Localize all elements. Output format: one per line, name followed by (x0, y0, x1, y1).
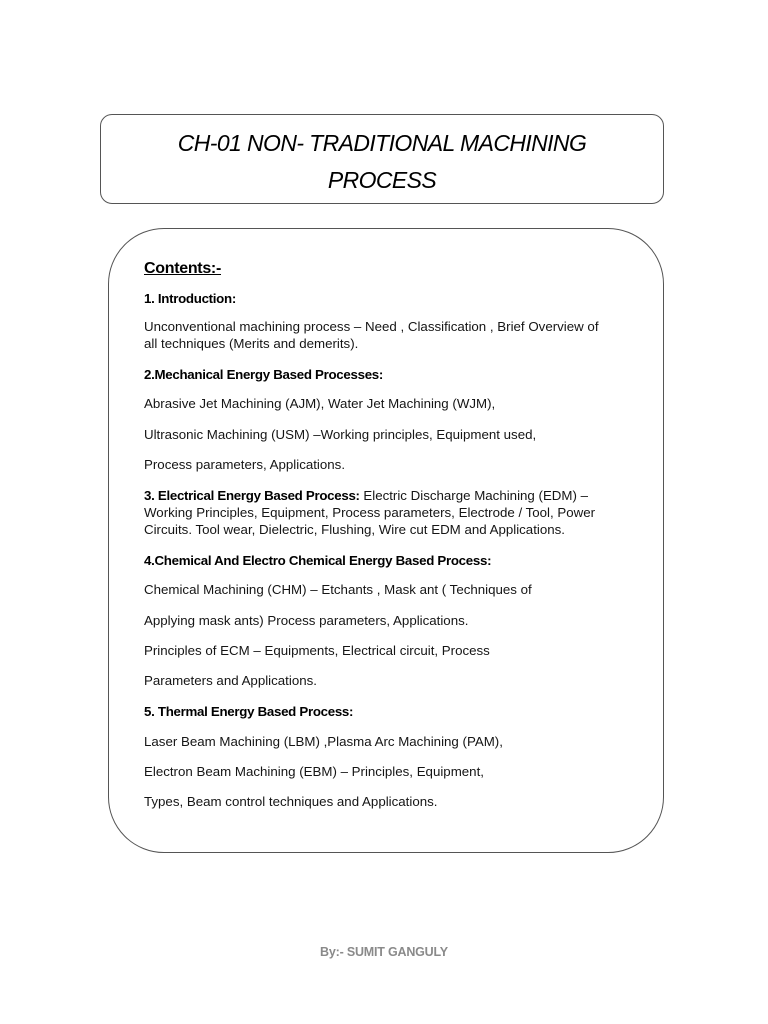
section-1-line-2: all techniques (Merits and demerits). (144, 336, 359, 351)
section-2-line-1: Abrasive Jet Machining (AJM), Water Jet Machining (WJM), (144, 396, 496, 411)
author-footer: By:- SUMIT GANGULY (320, 945, 448, 959)
section-1-heading: 1. Introduction: (144, 291, 236, 306)
section-5-line-3: Types, Beam control techniques and Applications. (144, 794, 438, 809)
title-line-2: PROCESS (327, 167, 437, 193)
section-2-heading: 2.Mechanical Energy Based Processes: (144, 367, 384, 382)
section-5-line-1: Laser Beam Machining (LBM) ,Plasma Arc Machining (PAM), (144, 734, 503, 749)
section-5-line-2: Electron Beam Machining (EBM) – Principles, Equipment, (144, 764, 484, 779)
section-3-inline-text: Electric Discharge Machining (EDM) – (359, 488, 589, 503)
section-3-first-line (144, 487, 588, 504)
title-box (100, 114, 664, 204)
section-3-line-1: Working Principles, Equipment, Process parameters, Electrode / Tool, Power (144, 505, 596, 520)
contents-heading: Contents:- (144, 260, 221, 277)
title-line-1: CH-01 NON- TRADITIONAL MACHINING (177, 130, 587, 156)
section-4-heading: 4.Chemical And Electro Chemical Energy Based Process: (144, 553, 492, 568)
section-2-line-3: Process parameters, Applications. (144, 457, 346, 472)
section-4-line-2: Applying mask ants) Process parameters, Applications. (144, 613, 469, 628)
section-4-line-1: Chemical Machining (CHM) – Etchants , Mask ant ( Techniques of (144, 582, 532, 597)
page-title (101, 125, 663, 199)
section-3-line-2: Circuits. Tool wear, Dielectric, Flushing, Wire cut EDM and Applications. (144, 522, 565, 537)
section-4-line-4: Parameters and Applications. (144, 673, 317, 688)
section-5-heading: 5. Thermal Energy Based Process: (144, 704, 354, 719)
section-4-line-3: Principles of ECM – Equipments, Electrical circuit, Process (144, 643, 490, 658)
section-2-line-2: Ultrasonic Machining (USM) –Working principles, Equipment used, (144, 427, 537, 442)
section-3-heading: 3. Electrical Energy Based Process: (144, 488, 360, 503)
section-1-line-1: Unconventional machining process – Need , Classification , Brief Overview of (144, 319, 599, 334)
